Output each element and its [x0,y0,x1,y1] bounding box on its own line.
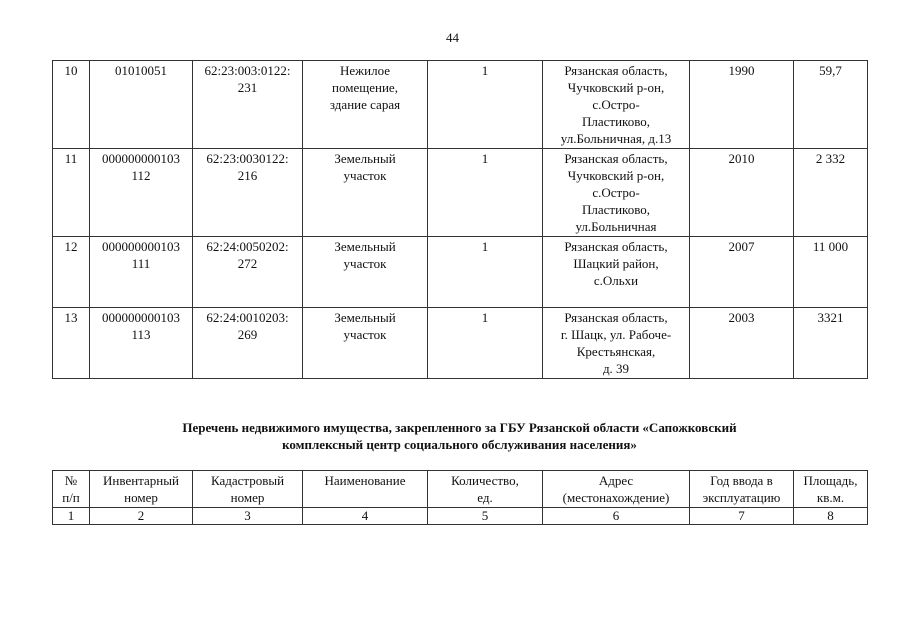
address-cell-line: г. Шацк, ул. Рабоче- [560,327,672,342]
column-number-row [53,508,868,525]
cadastral-number-cell-line: 272 [237,256,258,271]
table-row [53,237,868,308]
column-header-line: Адрес [598,473,634,488]
column-header [543,471,690,508]
address-cell-line: д. 39 [602,361,630,376]
inventory-number-cell-line: 01010051 [115,63,167,78]
cadastral-number-cell-line: 62:24:0010203: [206,310,289,325]
column-header [193,471,303,508]
cadastral-number-cell [193,149,303,237]
address-cell-line: Шацкий район, [573,256,659,271]
column-header [690,471,794,508]
property-name-cell-line: Земельный [334,310,396,325]
address-cell [543,308,690,379]
quantity-cell: 1 [428,308,543,379]
commission-year-cell: 2003 [690,308,794,379]
cadastral-number-cell [193,308,303,379]
section-heading-line-2: комплексный центр социального обслуживания населения» [282,437,637,452]
column-number-cell: 7 [690,508,794,525]
column-header [794,471,868,508]
property-name-cell [303,61,428,149]
property-name-cell-line: Нежилое [339,63,390,78]
address-cell [543,237,690,308]
column-header-line: эксплуатацию [702,490,781,505]
column-header-line: кв.м. [816,490,845,505]
address-cell-line: с.Остро- [592,97,640,112]
column-number-cell: 1 [53,508,90,525]
address-cell-line: Чучковский р-он, [567,168,665,183]
inventory-number-cell-line: 000000000103 [102,151,180,166]
property-name-cell-line: Земельный [334,239,396,254]
address-cell [543,149,690,237]
column-header [428,471,543,508]
table-row [53,308,868,379]
property-name-cell-line: помещение, [332,80,398,95]
inventory-number-cell [90,237,193,308]
commission-year-cell: 2007 [690,237,794,308]
column-number-cell: 8 [794,508,868,525]
table-row [53,149,868,237]
inventory-number-cell-line: 000000000103 [102,310,180,325]
inventory-number-cell-line: 113 [131,327,151,342]
commission-year-cell: 2010 [690,149,794,237]
address-cell-line: с.Остро- [592,185,640,200]
section-heading-line-1: Перечень недвижимого имущества, закрепленного за ГБУ Рязанской области «Сапожковский [182,420,737,435]
column-header-line: Инвентарный [103,473,179,488]
table-header-row [53,471,868,508]
column-number-cell: 2 [90,508,193,525]
cadastral-number-cell-line: 231 [237,80,258,95]
commission-year-cell: 1990 [690,61,794,149]
property-table-continued [52,60,868,379]
column-header [303,471,428,508]
address-cell-line: ул.Больничная [575,219,657,234]
column-number-cell: 6 [543,508,690,525]
area-cell: 59,7 [794,61,868,149]
property-table-sapozhkovsky [52,470,868,525]
column-header-line: номер [230,490,265,505]
column-header [53,471,90,508]
address-cell-line: Рязанская область, [564,151,668,166]
address-cell-line: Крестьянская, [576,344,656,359]
column-header-line: Год ввода в [710,473,773,488]
column-header [90,471,193,508]
cadastral-number-cell-line: 62:23:003:0122: [204,63,291,78]
quantity-cell: 1 [428,61,543,149]
column-number-cell: 3 [193,508,303,525]
column-header-line: Кадастровый [210,473,285,488]
page-number: 44 [446,30,459,45]
cadastral-number-cell-line: 62:23:0030122: [206,151,289,166]
inventory-number-cell-line: 000000000103 [102,239,180,254]
quantity-cell: 1 [428,237,543,308]
table-row [53,61,868,149]
column-header-line: Площадь, [803,473,858,488]
property-name-cell-line: здание сарая [329,97,401,112]
address-cell-line: Рязанская область, [564,239,668,254]
address-cell-line: ул.Больничная, д.13 [560,131,672,146]
area-cell: 2 332 [794,149,868,237]
inventory-number-cell [90,149,193,237]
cadastral-number-cell-line: 269 [237,327,258,342]
section-heading [52,419,867,453]
row-number-cell: 11 [53,149,90,237]
column-header-line: Количество, [451,473,519,488]
property-name-cell-line: участок [343,168,387,183]
row-number-cell: 10 [53,61,90,149]
row-number-cell: 12 [53,237,90,308]
property-name-cell [303,149,428,237]
property-name-cell-line: участок [343,327,387,342]
column-number-cell: 5 [428,508,543,525]
area-cell: 3321 [794,308,868,379]
cadastral-number-cell [193,237,303,308]
cadastral-number-cell [193,61,303,149]
cadastral-number-cell-line: 216 [237,168,258,183]
property-name-cell-line: участок [343,256,387,271]
property-name-cell [303,237,428,308]
column-header-line: ед. [477,490,493,505]
address-cell-line: Рязанская область, [564,63,668,78]
row-number-cell: 13 [53,308,90,379]
address-cell [543,61,690,149]
address-cell-line: Пластиково, [581,114,650,129]
column-header-line: № [64,473,78,488]
column-header-line: п/п [62,490,80,505]
column-header-line: (местонахождение) [562,490,670,505]
address-cell-line: Рязанская область, [564,310,668,325]
address-cell-line: Чучковский р-он, [567,80,665,95]
column-number-cell: 4 [303,508,428,525]
address-cell-line: с.Ольхи [593,273,639,288]
inventory-number-cell-line: 112 [131,168,151,183]
inventory-number-cell-line: 111 [131,256,151,271]
column-header-line: Наименование [324,473,406,488]
quantity-cell: 1 [428,149,543,237]
inventory-number-cell [90,308,193,379]
cadastral-number-cell-line: 62:24:0050202: [206,239,289,254]
column-header-line: номер [124,490,158,505]
inventory-number-cell [90,61,193,149]
property-name-cell-line: Земельный [334,151,396,166]
property-name-cell [303,308,428,379]
address-cell-line: Пластиково, [581,202,650,217]
area-cell: 11 000 [794,237,868,308]
